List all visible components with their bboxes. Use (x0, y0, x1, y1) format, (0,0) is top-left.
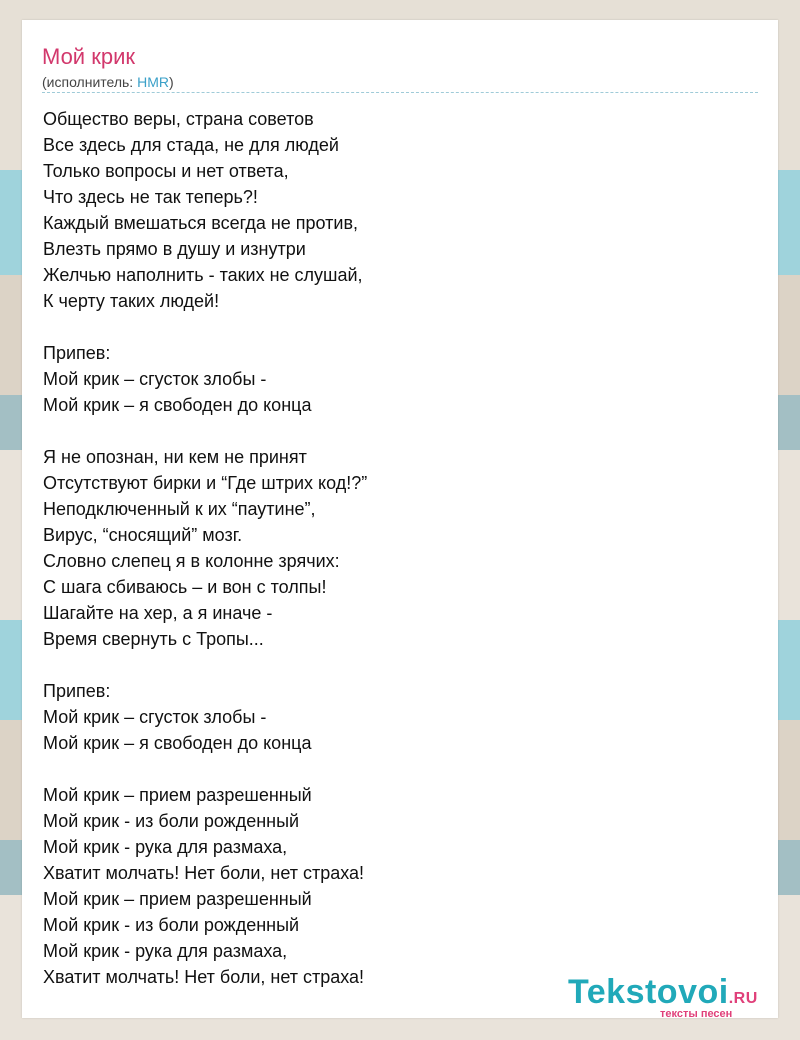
lyric-line: Мой крик - рука для размаха, (43, 837, 288, 857)
lyric-line: Мой крик – сгусток злобы - (43, 707, 267, 727)
lyric-line: Каждый вмешаться всегда не против, (43, 213, 359, 233)
lyric-line: Общество веры, страна советов (43, 109, 314, 129)
lyric-line: Мой крик - рука для размаха, (43, 941, 288, 961)
stanza-gap (43, 314, 367, 340)
logo-main-text: Tekstovoi (568, 973, 729, 1011)
lyric-line: Вирус, “сносящий” мозг. (43, 525, 243, 545)
lyric-line: Влезть прямо в душу и изнутри (43, 239, 306, 259)
lyric-line: Мой крик – прием разрешенный (43, 889, 312, 909)
stanza-gap (43, 418, 367, 444)
lyric-line: Что здесь не так теперь?! (43, 187, 258, 207)
lyric-line: Мой крик - из боли рожденный (43, 915, 300, 935)
lyric-line: Все здесь для стада, не для людей (43, 135, 339, 155)
lyric-line: К черту таких людей! (43, 291, 220, 311)
stanza-gap (43, 652, 367, 678)
lyric-line: Мой крик - из боли рожденный (43, 811, 300, 831)
artist-prefix: (исполнитель: (42, 74, 138, 90)
lyric-line: Неподключенный к их “паутине”, (43, 499, 316, 519)
lyrics-text (43, 106, 367, 990)
lyric-line: Словно слепец я в колонне зрячих: (43, 551, 340, 571)
lyric-line: Хватит молчать! Нет боли, нет страха! (43, 863, 365, 883)
artist-line (42, 73, 174, 91)
lyric-line: Мой крик – я свободен до конца (43, 733, 312, 753)
site-logo[interactable] (568, 972, 778, 1018)
artist-link[interactable]: HMR (137, 74, 169, 90)
artist-suffix: ) (168, 74, 174, 90)
song-title: Мой крик (42, 44, 135, 69)
lyric-line: Отсутствуют бирки и “Где штрих код!?” (43, 473, 368, 493)
logo-tagline: тексты песен (660, 1008, 733, 1020)
lyric-line: Шагайте на хер, а я иначе - (43, 603, 273, 623)
lyric-line: Время свернуть с Тропы... (43, 629, 264, 649)
lyric-line: Только вопросы и нет ответа, (43, 161, 289, 181)
lyric-line: Мой крик – я свободен до конца (43, 395, 312, 415)
lyric-line: Желчью наполнить - таких не слушай, (43, 265, 363, 285)
title-divider (42, 92, 758, 93)
lyric-line: Припев: (43, 681, 111, 701)
lyrics-card (22, 20, 778, 1018)
lyric-line: Мой крик – прием разрешенный (43, 785, 312, 805)
logo-domain: .RU (728, 990, 758, 1007)
lyric-line: С шага сбиваюсь – и вон с толпы! (43, 577, 327, 597)
lyric-line: Припев: (43, 343, 111, 363)
lyric-line: Я не опознан, ни кем не принят (43, 447, 307, 467)
stanza-gap (43, 756, 367, 782)
lyric-line: Хватит молчать! Нет боли, нет страха! (43, 967, 365, 987)
lyric-line: Мой крик – сгусток злобы - (43, 369, 267, 389)
